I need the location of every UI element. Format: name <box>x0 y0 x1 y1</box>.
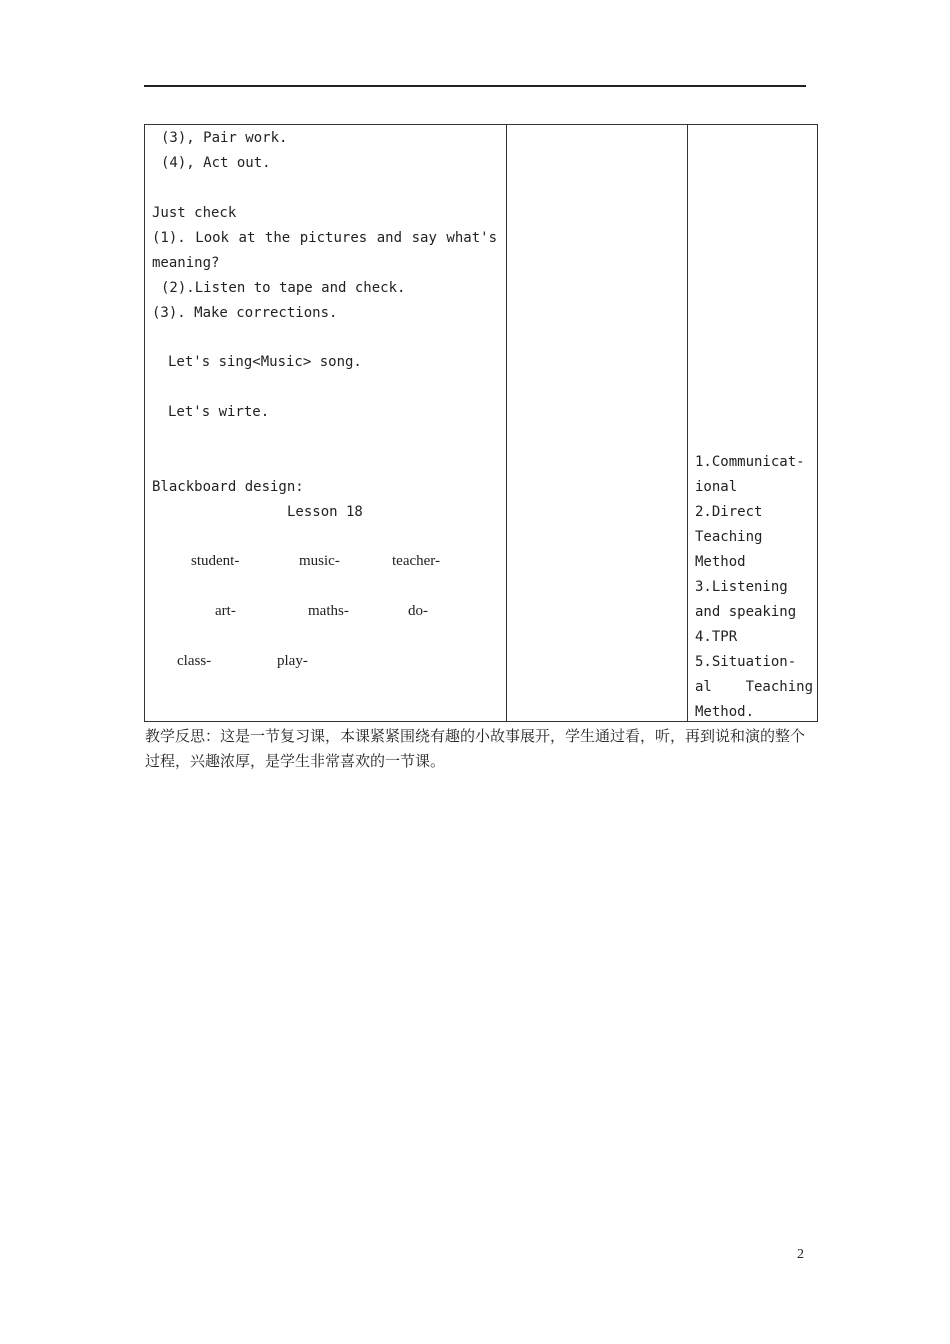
word-class: class- <box>177 653 212 669</box>
blackboard-design-label: Blackboard design: <box>152 479 304 495</box>
step-look-pictures: (1). Look at the pictures and say what's <box>152 230 497 246</box>
word-music: music- <box>299 553 340 569</box>
step-make-corrections: (3). Make corrections. <box>152 305 338 321</box>
word-play: play- <box>277 653 308 669</box>
word-art: art- <box>215 603 236 619</box>
section-write: Let's wirte. <box>168 404 270 420</box>
method-2-cont2: Method <box>695 554 746 570</box>
step-listen-check: (2).Listen to tape and check. <box>161 280 406 296</box>
method-1-cont: ional <box>695 479 738 495</box>
step-look-pictures-cont: meaning? <box>152 255 220 271</box>
column-divider-1 <box>506 125 507 721</box>
method-5-cont2: Method. <box>695 704 755 720</box>
method-5: 5.Situation- <box>695 654 797 670</box>
section-just-check: Just check <box>152 205 237 221</box>
step-act-out: (4), Act out. <box>161 155 271 171</box>
header-rule <box>144 85 806 87</box>
method-5-cont: al Teaching <box>695 679 814 695</box>
word-student: student- <box>191 553 240 569</box>
column-divider-2 <box>687 125 688 721</box>
lesson-title: Lesson 18 <box>287 504 363 520</box>
word-do: do- <box>408 603 428 619</box>
teaching-reflection: 教学反思：这是一节复习课，本课紧紧围绕有趣的小故事展开，学生通过看，听，再到说和演的整个过程，兴趣浓厚，是学生非常喜欢的一节课。 <box>145 727 806 770</box>
page-number: 2 <box>797 1247 804 1262</box>
word-teacher: teacher- <box>392 553 440 569</box>
word-maths: maths- <box>308 603 349 619</box>
method-3: 3.Listening <box>695 579 788 595</box>
method-2-cont: Teaching <box>695 529 763 545</box>
method-4: 4.TPR <box>695 629 738 645</box>
method-1: 1.Communicat- <box>695 454 805 470</box>
method-2: 2.Direct <box>695 504 763 520</box>
section-sing: Let's sing<Music> song. <box>168 354 362 370</box>
step-pair-work: (3), Pair work. <box>161 130 288 146</box>
method-3-cont: and speaking <box>695 604 797 620</box>
